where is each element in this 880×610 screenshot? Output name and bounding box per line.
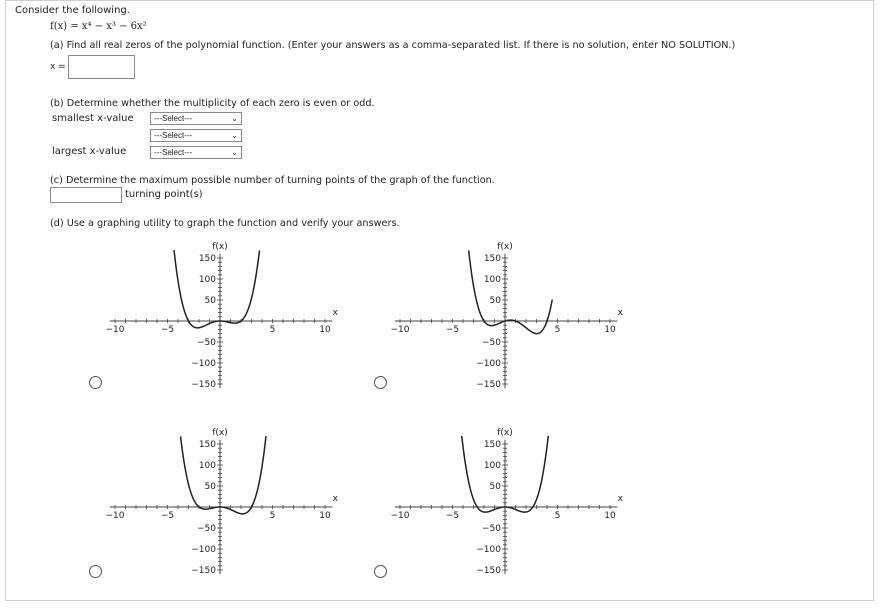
part-d-prompt: (d) Use a graphing utility to graph the function and verify your answers.	[50, 218, 400, 229]
graph-option-2-radio[interactable]	[374, 376, 387, 389]
graph-svg	[380, 232, 650, 392]
graph-option-4	[380, 418, 650, 578]
x-tick-label: −10	[105, 325, 125, 335]
graph-option-4-radio[interactable]	[374, 565, 387, 578]
x-tick-label: −5	[160, 511, 175, 521]
y-tick-label: 50	[489, 296, 501, 306]
x-tick-label: −5	[445, 325, 460, 335]
x-tick-label: −5	[160, 325, 175, 335]
x-tick-label: 10	[604, 325, 616, 335]
turning-points-suffix: turning point(s)	[125, 189, 203, 200]
x-tick-label: −5	[445, 511, 460, 521]
zeros-answer-input[interactable]	[68, 55, 135, 79]
x-tick-label: 5	[269, 325, 276, 335]
y-tick-label: −100	[191, 359, 216, 369]
x-tick-label: 5	[554, 511, 561, 521]
select-value: ---Select---	[154, 114, 193, 123]
y-tick-label: 100	[198, 275, 216, 285]
x-tick-label: 10	[319, 511, 331, 521]
chevron-down-icon: ⌄	[231, 131, 238, 140]
select-value: ---Select---	[154, 131, 193, 140]
x-axis-label: x	[332, 494, 339, 504]
x-axis-label: x	[617, 494, 624, 504]
y-tick-label: −50	[482, 524, 501, 534]
y-tick-label: −100	[476, 545, 501, 555]
part-a-prompt: (a) Find all real zeros of the polynomial function. (Enter your answers as a comma-separated list. If there is no solution, enter NO SOLUTION.)	[50, 40, 736, 51]
y-tick-label: 100	[198, 461, 216, 471]
y-tick-label: 50	[204, 296, 216, 306]
x-axis-label: x	[332, 308, 339, 318]
graph-option-1-radio[interactable]	[89, 376, 102, 389]
y-axis-label: f(x)	[497, 427, 513, 438]
y-tick-label: −50	[197, 524, 216, 534]
question-title: Consider the following.	[15, 5, 130, 16]
y-axis-label: f(x)	[212, 241, 228, 252]
y-tick-label: −100	[476, 359, 501, 369]
largest-multiplicity-select[interactable]	[150, 146, 242, 159]
y-tick-label: 150	[198, 254, 216, 264]
y-tick-label: 150	[483, 254, 501, 264]
graph-svg	[380, 418, 650, 578]
x-axis-label: x	[617, 308, 624, 318]
part-a-input-label: x =	[50, 62, 66, 72]
x-tick-label: 10	[319, 325, 331, 335]
y-axis-label: f(x)	[497, 241, 513, 252]
function-curve	[174, 250, 259, 328]
graph-option-1	[95, 232, 365, 392]
smallest-multiplicity-select[interactable]	[150, 112, 242, 125]
x-tick-label: −10	[105, 511, 125, 521]
y-tick-label: 150	[198, 440, 216, 450]
graph-option-2	[380, 232, 650, 392]
y-tick-label: 100	[483, 275, 501, 285]
smallest-x-label: smallest x-value	[52, 113, 134, 124]
y-tick-label: 50	[204, 482, 216, 492]
y-tick-label: −50	[482, 338, 501, 348]
y-tick-label: 150	[483, 440, 501, 450]
turning-points-input[interactable]	[50, 187, 122, 203]
x-tick-label: −10	[390, 511, 410, 521]
graph-option-3-radio[interactable]	[89, 565, 102, 578]
y-tick-label: −150	[191, 566, 216, 576]
part-b-prompt: (b) Determine whether the multiplicity of each zero is even or odd.	[50, 98, 375, 109]
y-tick-label: 50	[489, 482, 501, 492]
select-value: ---Select---	[154, 148, 193, 157]
y-tick-label: −150	[191, 380, 216, 390]
chevron-down-icon: ⌄	[231, 148, 238, 157]
y-tick-label: 100	[483, 461, 501, 471]
graph-svg	[95, 232, 365, 392]
function-curve	[181, 436, 266, 514]
graph-option-3	[95, 418, 365, 578]
y-tick-label: −150	[476, 566, 501, 576]
y-axis-label: f(x)	[212, 427, 228, 438]
x-tick-label: 10	[604, 511, 616, 521]
part-c-prompt: (c) Determine the maximum possible number of turning points of the graph of the function.	[50, 175, 495, 186]
y-tick-label: −150	[476, 380, 501, 390]
x-tick-label: 5	[554, 325, 561, 335]
function-text: f(x) = x⁴ − x³ − 6x²	[50, 21, 147, 32]
x-tick-label: −10	[390, 325, 410, 335]
chevron-down-icon: ⌄	[231, 114, 238, 123]
x-tick-label: 5	[269, 511, 276, 521]
middle-multiplicity-select[interactable]	[150, 129, 242, 142]
graph-svg	[95, 418, 365, 578]
largest-x-label: largest x-value	[52, 146, 127, 157]
y-tick-label: −50	[197, 338, 216, 348]
y-tick-label: −100	[191, 545, 216, 555]
